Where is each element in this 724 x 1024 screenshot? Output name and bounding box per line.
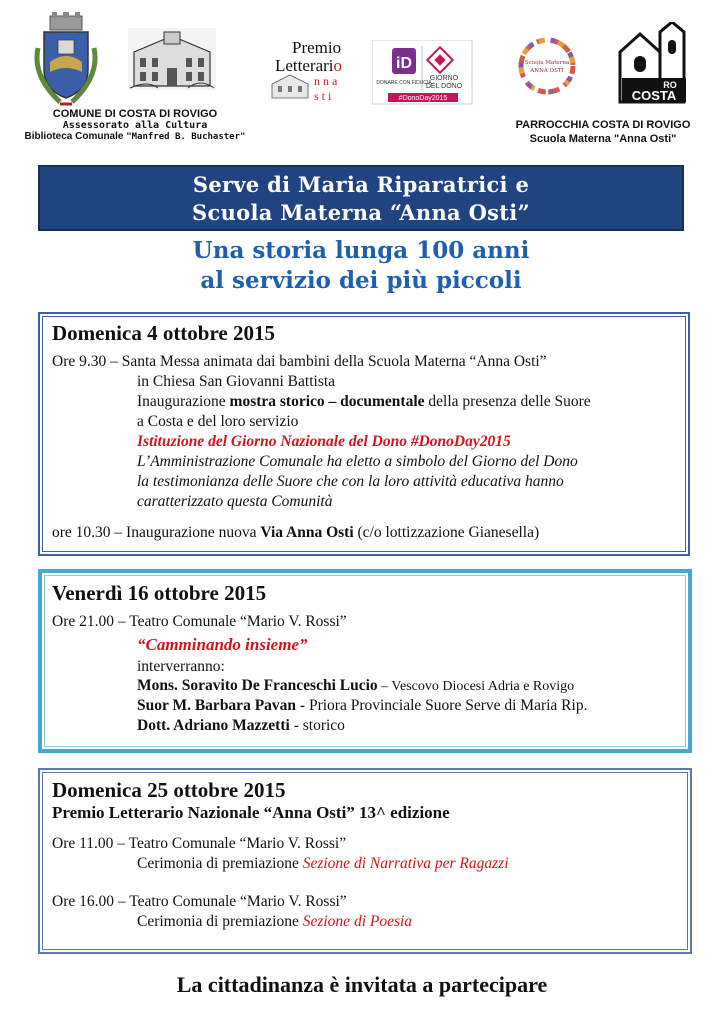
hands-circle-logo bbox=[512, 32, 582, 100]
municipal-crest-logo bbox=[30, 12, 102, 110]
church-text2: COSTA bbox=[631, 88, 677, 103]
church-text1: RO bbox=[663, 80, 677, 90]
event1-line2: in Chiesa San Giovanni Battista bbox=[137, 373, 336, 390]
event1-date: Domenica 4 ottobre 2015 bbox=[52, 321, 275, 345]
event3-line3: Ore 16.00 – Teatro Comunale “Mario V. Rossi” bbox=[52, 893, 347, 910]
parrocchia-name: PARROCCHIA COSTA DI ROVIGO bbox=[515, 119, 691, 131]
event1-line3: Inaugurazione mostra storico – documentale della presenza delle Suore bbox=[137, 393, 591, 410]
subtitle-line2: al servizio dei più piccoli bbox=[200, 267, 522, 294]
invitation-footer: La cittadinanza è invitata a partecipare bbox=[176, 972, 548, 997]
event1-line1: Ore 9.30 – Santa Messa animata dai bambini della Scuola Materna “Anna Osti” bbox=[52, 353, 547, 370]
event2-speaker1: Mons. Soravito De Franceschi Lucio – Vescovo Diocesi Adria e Rovigo bbox=[137, 677, 575, 694]
parrocchia-church-logo bbox=[618, 22, 690, 104]
event2-speaker2: Suor M. Barbara Pavan - Priora Provinciale Suore Serve di Maria Rip. bbox=[137, 697, 588, 714]
comune-name: COMUNE DI COSTA DI ROVIGO bbox=[52, 108, 218, 120]
event1-line9: ore 10.30 – Inaugurazione nuova Via Anna Osti (c/o lottizzazione Gianesella) bbox=[52, 524, 540, 541]
title-banner bbox=[38, 165, 684, 231]
banner-line2: Scuola Materna “Anna Osti” bbox=[192, 200, 530, 225]
svg-text:ANNA OSTI: ANNA OSTI bbox=[530, 68, 564, 74]
event1-line4: a Costa e del loro servizio bbox=[137, 413, 299, 430]
svg-text:iD: iD bbox=[396, 55, 412, 72]
event2-line3: interverranno: bbox=[137, 658, 225, 675]
biblioteca-line: Biblioteca Comunale "Manfred B. Buchaster" bbox=[24, 131, 246, 142]
event3-line1: Ore 11.00 – Teatro Comunale “Mario V. Rossi” bbox=[52, 835, 347, 852]
event2-date: Venerdì 16 ottobre 2015 bbox=[52, 581, 267, 605]
banner-line1: Serve di Maria Riparatrici e bbox=[192, 172, 530, 197]
event3-subtitle: Premio Letterario Nazionale “Anna Osti” 13^ edizione bbox=[52, 803, 450, 822]
event1-line7: la testimonianza delle Suore che con la loro attività educativa hanno bbox=[137, 473, 564, 490]
dono-text2: DEL DONO bbox=[425, 83, 463, 90]
event3-line4: Cerimonia di premiazione Sezione di Poesia bbox=[137, 913, 413, 930]
scuola-materna-line: Scuola Materna "Anna Osti" bbox=[529, 133, 677, 145]
parrocchia-header bbox=[488, 118, 718, 146]
premio-letterario-logo bbox=[270, 28, 362, 103]
event1-line6: L’Amministrazione Comunale ha eletto a simbolo del Giorno del Dono bbox=[137, 453, 578, 470]
svg-text:Scuola Materna: Scuola Materna bbox=[524, 60, 570, 66]
dono-text1: GIORNO bbox=[429, 75, 459, 82]
event3-date: Domenica 25 ottobre 2015 bbox=[52, 778, 286, 802]
event3-line2: Cerimonia di premiazione Sezione di Narrativa per Ragazzi bbox=[137, 855, 509, 872]
subtitle bbox=[38, 236, 684, 296]
subtitle-line1: Una storia lunga 100 anni bbox=[192, 237, 530, 264]
villa-sketch-logo bbox=[128, 28, 216, 90]
premio-logo-line2: Letterario bbox=[275, 56, 343, 75]
assessorato-line: Assessorato alla Cultura bbox=[62, 120, 208, 131]
premio-logo-line3: nna sti bbox=[314, 74, 341, 103]
premio-logo-line1: Premio bbox=[292, 38, 342, 57]
dono-small-text: DONARE CON FIDUCIA bbox=[376, 80, 432, 86]
event1-dono-day: Istituzione del Giorno Nazionale del Dono #DonoDay2015 bbox=[137, 433, 511, 450]
event1-line8: caratterizzato questa Comunità bbox=[137, 493, 333, 510]
event2-title: “Camminando insieme” bbox=[137, 635, 308, 654]
giorno-del-dono-logo bbox=[372, 40, 474, 106]
comune-header bbox=[10, 108, 260, 142]
dono-hashtag: #DonoDay2015 bbox=[398, 95, 448, 102]
event2-line1: Ore 21.00 – Teatro Comunale “Mario V. Rossi” bbox=[52, 613, 347, 630]
event2-speaker3: Dott. Adriano Mazzetti - storico bbox=[137, 717, 345, 734]
